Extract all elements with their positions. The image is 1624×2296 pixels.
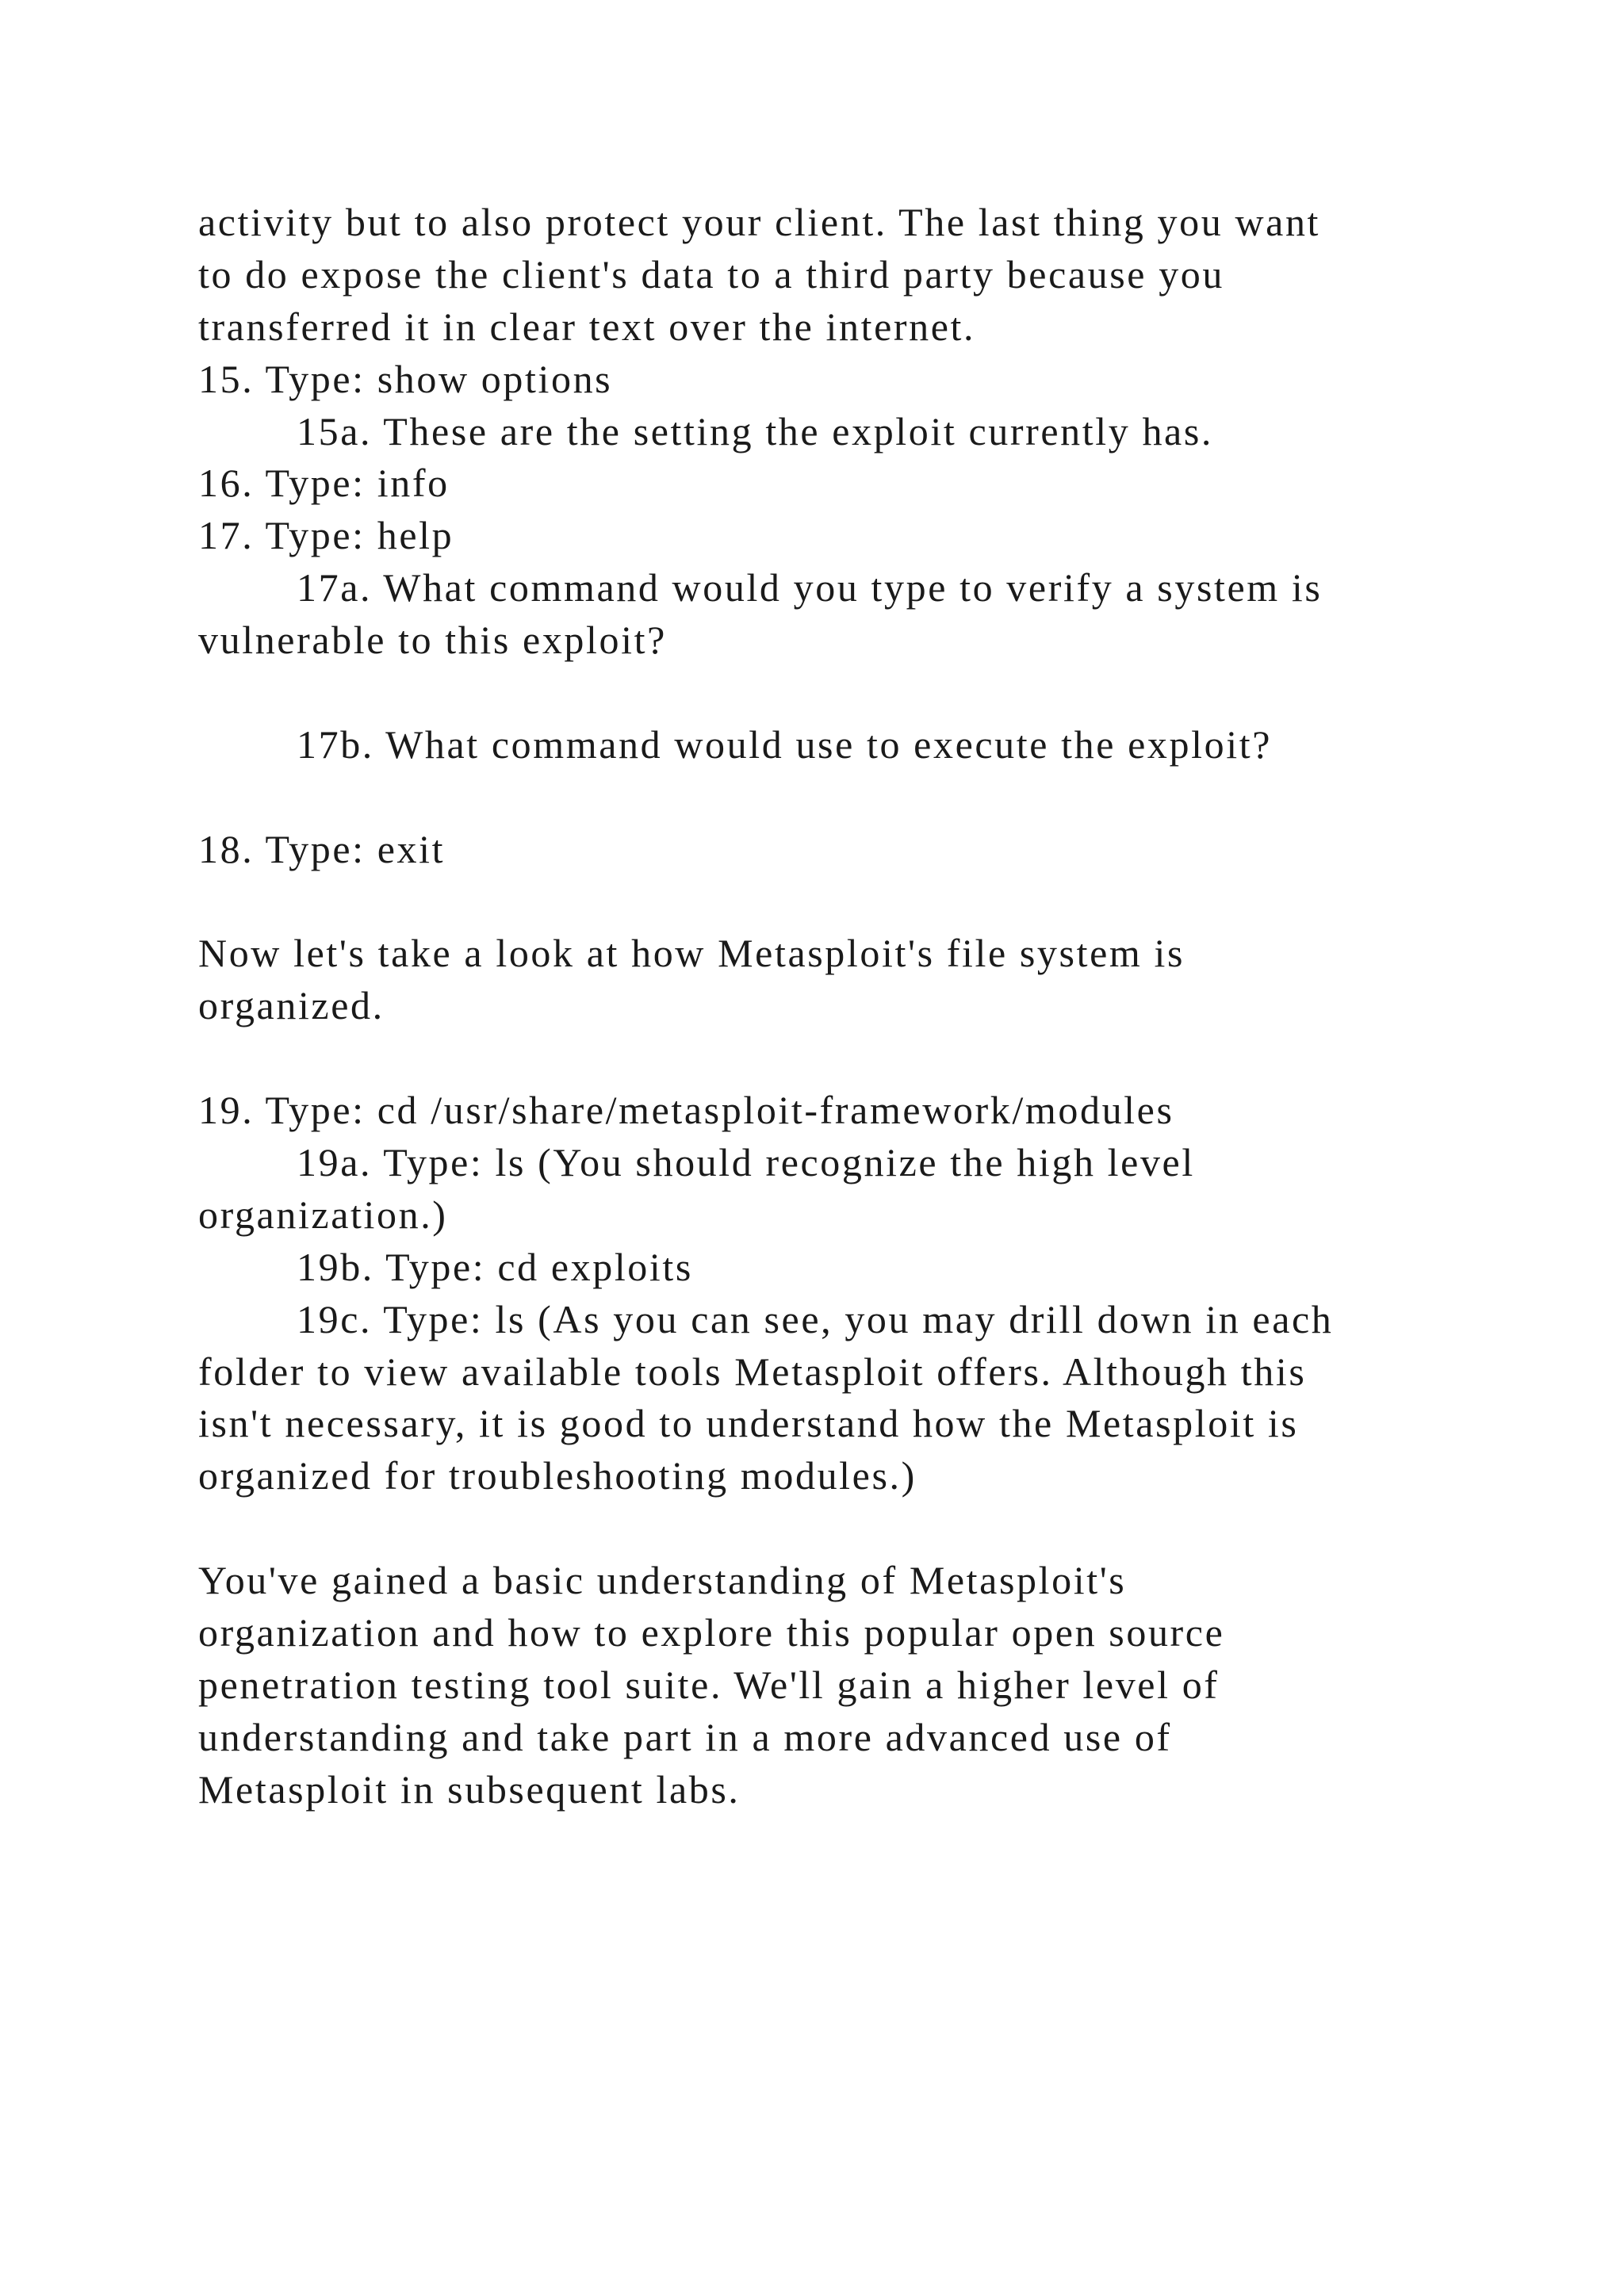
step-17: 17. Type: help [198, 513, 454, 558]
step-19a: 19a. Type: ls (You should recognize the high level [297, 1140, 1195, 1185]
paragraph-line: organized. [198, 983, 385, 1028]
step-17b: 17b. What command would use to execute the exploit? [297, 721, 1272, 767]
blank-line [198, 1502, 1467, 1555]
paragraph-line: Metasploit in subsequent labs. [198, 1766, 741, 1812]
paragraph-line: organization and how to explore this popular open source [198, 1610, 1225, 1655]
blank-line [198, 771, 1467, 824]
step-19c-continued: organized for troubleshooting modules.) [198, 1453, 917, 1498]
step-19b: 19b. Type: cd exploits [297, 1244, 693, 1289]
paragraph-line: Now let's take a look at how Metasploit's file system is [198, 931, 1185, 976]
step-19a-continued: organization.) [198, 1192, 448, 1237]
step-18: 18. Type: exit [198, 826, 446, 871]
step-19: 19. Type: cd /usr/share/metasploit-framework/modules [198, 1088, 1174, 1133]
step-17a-continued: vulnerable to this exploit? [198, 618, 667, 663]
blank-line [198, 667, 1467, 719]
step-15: 15. Type: show options [198, 356, 613, 401]
blank-line [198, 1032, 1467, 1085]
document-body [198, 197, 1467, 1816]
paragraph-line: penetration testing tool suite. We'll gain a higher level of [198, 1662, 1220, 1707]
blank-line [198, 876, 1467, 928]
step-17a: 17a. What command would you type to verify a system is [297, 565, 1323, 610]
paragraph-line: understanding and take part in a more advanced use of [198, 1714, 1172, 1759]
step-19c-continued: folder to view available tools Metasploit offers. Although this [198, 1349, 1307, 1394]
step-15a: 15a. These are the setting the exploit currently has. [297, 408, 1213, 453]
paragraph-line: activity but to also protect your client. The last thing you want [198, 200, 1321, 244]
step-19c: 19c. Type: ls (As you can see, you may drill down in each [297, 1296, 1334, 1341]
paragraph-line: transferred it in clear text over the internet. [198, 304, 976, 349]
paragraph-line: to do expose the client's data to a third party because you [198, 251, 1224, 297]
step-19c-continued: isn't necessary, it is good to understand how the Metasploit is [198, 1401, 1299, 1446]
paragraph-line: You've gained a basic understanding of Metasploit's [198, 1558, 1127, 1603]
step-16: 16. Type: info [198, 461, 450, 506]
